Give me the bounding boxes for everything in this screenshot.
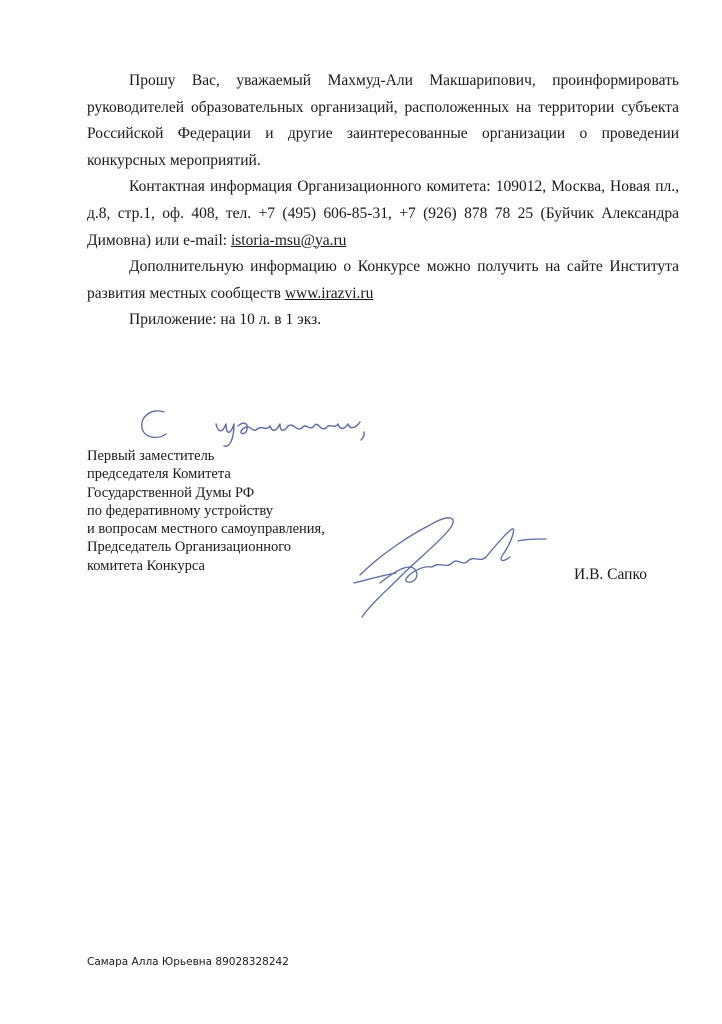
handwritten-greeting	[134, 402, 394, 452]
handwritten-signature	[340, 505, 550, 625]
signatory-name: И.В. Сапко	[574, 566, 647, 583]
executor-contact: Самара Алла Юрьевна 89028328242	[87, 956, 289, 968]
info-text: Дополнительную информацию о Конкурсе можно получить на сайте Института развития местных сообществ	[87, 258, 679, 302]
contact-paragraph	[87, 174, 679, 254]
position-line: и вопросам местного самоуправления,	[87, 521, 325, 538]
contact-text: Контактная информация Организационного комитета: 109012, Москва, Новая пл., д.8, стр.1, оф. 408, тел. +7 (495) 606-85-31, +7 (926) 878 78 25 (Буйчик Александра Димовна) или e-mail:	[87, 178, 679, 249]
website-link[interactable]: www.irazvi.ru	[284, 284, 374, 302]
position-line: по федеративному устройству	[87, 502, 273, 519]
position-line: Государственной Думы РФ	[87, 484, 255, 501]
signatory-position	[87, 447, 325, 575]
attachment-paragraph: Приложение: на 10 л. в 1 экз.	[129, 311, 322, 329]
contact-email-link[interactable]: istoria-msu@ya.ru	[230, 231, 347, 249]
letter-body	[87, 68, 679, 334]
position-line: Первый заместитель	[87, 448, 215, 464]
info-paragraph	[87, 254, 679, 307]
position-line: комитета Конкурса	[87, 557, 205, 574]
position-line: председателя Комитета	[87, 466, 231, 483]
request-paragraph: Прошу Вас, уважаемый Махмуд-Али Макшарипович, проинформировать руководителей образовательных организаций, расположенных на территории субъекта Российской Федерации и другие заинтересованные организации о проведении конкурсных мероприятий.	[87, 72, 679, 169]
position-line: Председатель Организационного	[87, 539, 292, 556]
